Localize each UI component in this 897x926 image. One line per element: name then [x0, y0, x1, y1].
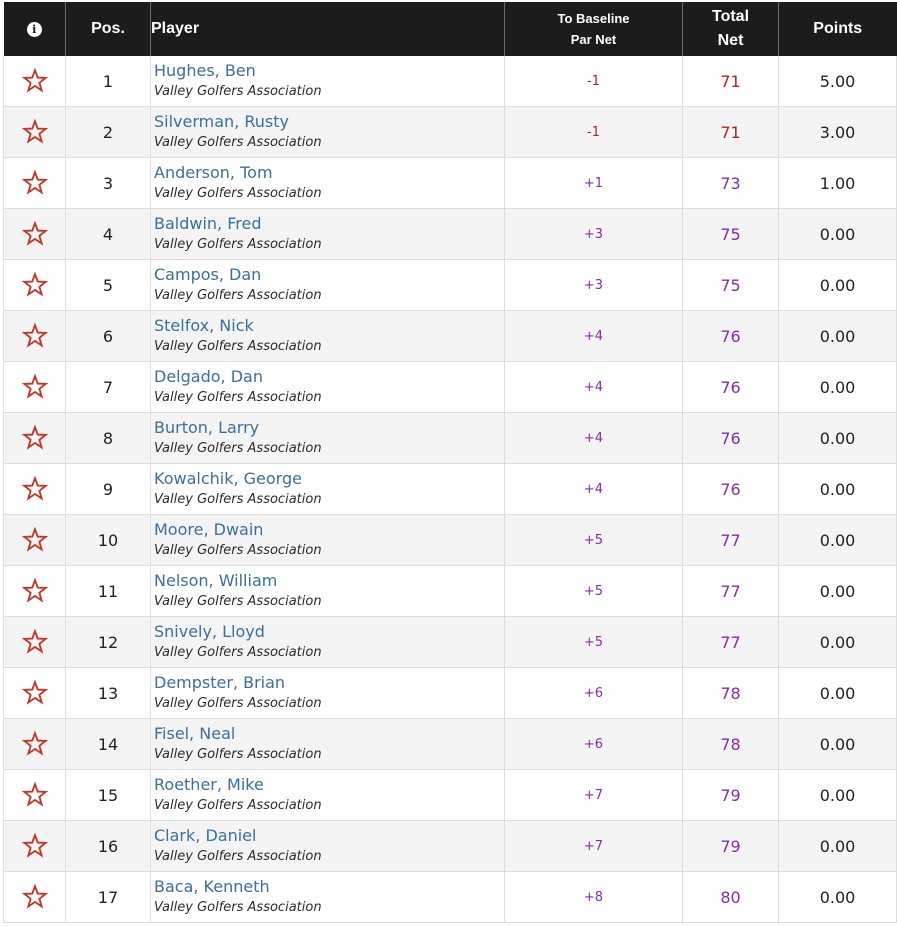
star-icon[interactable]	[22, 884, 48, 910]
points-cell: 0.00	[779, 770, 897, 821]
favorite-cell	[4, 821, 66, 872]
favorite-cell	[4, 770, 66, 821]
star-icon[interactable]	[22, 578, 48, 604]
player-club: Valley Golfers Association	[154, 288, 322, 303]
total-net-cell: 76	[683, 413, 779, 464]
player-cell	[151, 311, 505, 362]
player-cell	[151, 413, 505, 464]
points-cell: 3.00	[779, 107, 897, 158]
player-club: Valley Golfers Association	[154, 339, 322, 354]
player-name-link[interactable]: Baca, Kenneth	[154, 877, 270, 896]
position-cell: 10	[66, 515, 151, 566]
total-net-cell: 75	[683, 260, 779, 311]
position-cell: 11	[66, 566, 151, 617]
points-cell: 0.00	[779, 668, 897, 719]
position-cell: 8	[66, 413, 151, 464]
favorite-cell	[4, 566, 66, 617]
total-net-cell: 77	[683, 515, 779, 566]
table-row	[4, 668, 897, 719]
star-icon[interactable]	[22, 170, 48, 196]
position-cell: 12	[66, 617, 151, 668]
player-cell	[151, 107, 505, 158]
player-club: Valley Golfers Association	[154, 186, 322, 201]
favorite-cell	[4, 872, 66, 923]
favorite-cell	[4, 515, 66, 566]
position-cell: 1	[66, 56, 151, 107]
to-par-column-header[interactable]	[505, 2, 683, 56]
table-row	[4, 719, 897, 770]
table-row	[4, 260, 897, 311]
total-net-cell: 80	[683, 872, 779, 923]
position-cell: 9	[66, 464, 151, 515]
to-par-cell: +6	[505, 719, 683, 770]
points-cell: 0.00	[779, 821, 897, 872]
to-par-cell: +4	[505, 362, 683, 413]
player-cell	[151, 566, 505, 617]
position-cell: 5	[66, 260, 151, 311]
to-par-cell: +5	[505, 566, 683, 617]
star-icon[interactable]	[22, 119, 48, 145]
player-cell	[151, 209, 505, 260]
player-name-link[interactable]: Clark, Daniel	[154, 826, 257, 845]
total-net-cell: 79	[683, 770, 779, 821]
total-net-cell: 76	[683, 464, 779, 515]
to-par-cell: -1	[505, 56, 683, 107]
player-club: Valley Golfers Association	[154, 594, 322, 609]
table-row	[4, 515, 897, 566]
pos-column-header[interactable]: Pos.	[66, 2, 151, 56]
player-club: Valley Golfers Association	[154, 135, 322, 150]
player-cell	[151, 617, 505, 668]
star-icon[interactable]	[22, 68, 48, 94]
points-cell: 0.00	[779, 464, 897, 515]
player-name-link[interactable]: Kowalchik, George	[154, 469, 302, 488]
player-club: Valley Golfers Association	[154, 543, 322, 558]
star-icon[interactable]	[22, 476, 48, 502]
to-par-header-line2: Par Net	[570, 32, 617, 47]
player-name-link[interactable]: Dempster, Brian	[154, 673, 286, 692]
table-row	[4, 770, 897, 821]
points-cell: 5.00	[779, 56, 897, 107]
player-club: Valley Golfers Association	[154, 798, 322, 813]
star-icon[interactable]	[22, 629, 48, 655]
to-par-cell: +3	[505, 209, 683, 260]
to-par-cell: +6	[505, 668, 683, 719]
position-cell: 2	[66, 107, 151, 158]
player-cell	[151, 158, 505, 209]
player-club: Valley Golfers Association	[154, 849, 322, 864]
player-club: Valley Golfers Association	[154, 84, 322, 99]
player-cell	[151, 464, 505, 515]
player-cell	[151, 515, 505, 566]
header-row	[4, 2, 897, 56]
points-cell: 0.00	[779, 413, 897, 464]
total-net-cell: 73	[683, 158, 779, 209]
total-net-cell: 76	[683, 362, 779, 413]
player-name-link[interactable]: Delgado, Dan	[154, 367, 263, 386]
favorite-cell	[4, 311, 66, 362]
total-net-cell: 76	[683, 311, 779, 362]
table-row	[4, 56, 897, 107]
total-net-cell: 78	[683, 719, 779, 770]
total-header-line1: Total	[711, 8, 750, 25]
to-par-cell: +3	[505, 260, 683, 311]
position-cell: 6	[66, 311, 151, 362]
total-net-cell: 79	[683, 821, 779, 872]
player-club: Valley Golfers Association	[154, 441, 322, 456]
player-column-header[interactable]: Player	[151, 2, 505, 56]
total-net-cell: 71	[683, 56, 779, 107]
to-par-cell: +7	[505, 770, 683, 821]
player-name-link[interactable]: Anderson, Tom	[154, 163, 273, 182]
table-row	[4, 617, 897, 668]
favorite-cell	[4, 158, 66, 209]
table-row	[4, 311, 897, 362]
table-row	[4, 362, 897, 413]
player-name-link[interactable]: Burton, Larry	[154, 418, 260, 437]
player-cell	[151, 821, 505, 872]
total-net-cell: 77	[683, 617, 779, 668]
favorite-cell	[4, 362, 66, 413]
player-name-link[interactable]: Nelson, William	[154, 571, 278, 590]
leaderboard-table	[3, 2, 897, 923]
points-column-header[interactable]: Points	[779, 2, 897, 56]
table-row	[4, 209, 897, 260]
player-club: Valley Golfers Association	[154, 900, 322, 915]
star-icon[interactable]	[22, 680, 48, 706]
player-cell	[151, 56, 505, 107]
favorite-cell	[4, 260, 66, 311]
player-name-link[interactable]: Fisel, Neal	[154, 724, 236, 743]
to-par-cell: +4	[505, 413, 683, 464]
table-row	[4, 872, 897, 923]
player-name-link[interactable]: Campos, Dan	[154, 265, 262, 284]
total-net-cell: 71	[683, 107, 779, 158]
player-name-link[interactable]: Snively, Lloyd	[154, 622, 265, 641]
leaderboard-rows	[4, 56, 897, 923]
player-club: Valley Golfers Association	[154, 645, 322, 660]
to-par-cell: +5	[505, 515, 683, 566]
points-cell: 0.00	[779, 515, 897, 566]
total-net-cell: 75	[683, 209, 779, 260]
star-icon[interactable]	[22, 731, 48, 757]
total-net-column-header[interactable]	[683, 2, 779, 56]
player-club: Valley Golfers Association	[154, 747, 322, 762]
total-net-cell: 77	[683, 566, 779, 617]
position-cell: 15	[66, 770, 151, 821]
to-par-cell: +4	[505, 311, 683, 362]
position-cell: 3	[66, 158, 151, 209]
player-name-link[interactable]: Stelfox, Nick	[154, 316, 254, 335]
position-cell: 7	[66, 362, 151, 413]
to-par-cell: +1	[505, 158, 683, 209]
player-cell	[151, 719, 505, 770]
position-cell: 16	[66, 821, 151, 872]
player-name-link[interactable]: Hughes, Ben	[154, 61, 256, 80]
player-cell	[151, 260, 505, 311]
player-name-link[interactable]: Roether, Mike	[154, 775, 264, 794]
player-name-link[interactable]: Moore, Dwain	[154, 520, 264, 539]
favorite-cell	[4, 56, 66, 107]
total-net-cell: 78	[683, 668, 779, 719]
table-row	[4, 158, 897, 209]
to-par-cell: +5	[505, 617, 683, 668]
favorite-cell	[4, 413, 66, 464]
player-club: Valley Golfers Association	[154, 237, 322, 252]
favorite-cell	[4, 209, 66, 260]
star-icon[interactable]	[22, 323, 48, 349]
to-par-cell: +4	[505, 464, 683, 515]
favorite-cell	[4, 464, 66, 515]
star-icon[interactable]	[22, 425, 48, 451]
info-icon[interactable]: i	[27, 22, 42, 37]
player-club: Valley Golfers Association	[154, 696, 322, 711]
points-cell: 0.00	[779, 209, 897, 260]
points-cell: 0.00	[779, 260, 897, 311]
player-cell	[151, 668, 505, 719]
player-cell	[151, 362, 505, 413]
player-club: Valley Golfers Association	[154, 390, 322, 405]
to-par-cell: +8	[505, 872, 683, 923]
favorite-cell	[4, 107, 66, 158]
to-par-cell: +7	[505, 821, 683, 872]
favorite-cell	[4, 719, 66, 770]
table-row	[4, 413, 897, 464]
points-cell: 0.00	[779, 566, 897, 617]
table-row	[4, 566, 897, 617]
table-row	[4, 107, 897, 158]
total-header-line2: Net	[717, 32, 744, 49]
favorite-cell	[4, 617, 66, 668]
star-icon[interactable]	[22, 221, 48, 247]
position-cell: 13	[66, 668, 151, 719]
player-cell	[151, 770, 505, 821]
position-cell: 14	[66, 719, 151, 770]
player-name-link[interactable]: Silverman, Rusty	[154, 112, 289, 131]
favorite-cell	[4, 668, 66, 719]
points-cell: 0.00	[779, 617, 897, 668]
to-par-cell: -1	[505, 107, 683, 158]
table-row	[4, 821, 897, 872]
points-cell: 0.00	[779, 872, 897, 923]
position-cell: 4	[66, 209, 151, 260]
points-cell: 0.00	[779, 311, 897, 362]
star-icon[interactable]	[22, 272, 48, 298]
star-icon[interactable]	[22, 527, 48, 553]
star-icon[interactable]	[22, 833, 48, 859]
points-cell: 0.00	[779, 719, 897, 770]
points-cell: 0.00	[779, 362, 897, 413]
to-par-header-line1: To Baseline	[557, 11, 630, 26]
player-club: Valley Golfers Association	[154, 492, 322, 507]
points-cell: 1.00	[779, 158, 897, 209]
table-row	[4, 464, 897, 515]
position-cell: 17	[66, 872, 151, 923]
star-icon[interactable]	[22, 374, 48, 400]
info-column-header[interactable]	[4, 2, 66, 56]
star-icon[interactable]	[22, 782, 48, 808]
player-cell	[151, 872, 505, 923]
player-name-link[interactable]: Baldwin, Fred	[154, 214, 262, 233]
